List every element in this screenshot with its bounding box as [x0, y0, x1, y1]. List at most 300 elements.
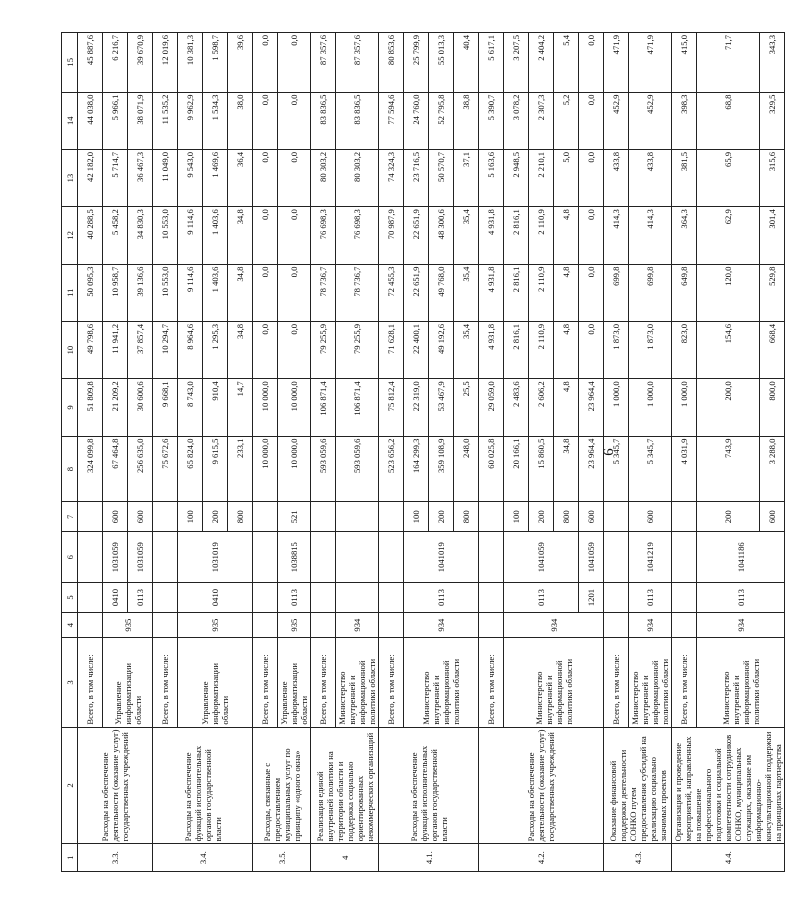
csr-code: 1031059 — [128, 532, 153, 583]
row-number: 3.4. — [153, 844, 253, 872]
value-cell: 329,5 — [760, 92, 785, 149]
value-cell: 10 553,0 — [153, 264, 178, 321]
value-cell: 1 000,0 — [604, 379, 629, 436]
value-cell: 80 853,6 — [379, 33, 404, 93]
value-cell: 414,3 — [629, 207, 672, 264]
row-label: Всего, в том числе: — [479, 638, 504, 727]
table-row — [78, 33, 103, 872]
value-cell: 8 964,6 — [178, 321, 203, 378]
value-cell: 70 987,9 — [379, 207, 404, 264]
value-cell: 23 716,5 — [404, 149, 429, 206]
value-cell: 79 255,9 — [336, 321, 379, 378]
value-cell: 10 294,7 — [153, 321, 178, 378]
expense-name: Оказание финансовой поддержки деятельности СОНКО путем предоставления субсидий на реализацию социально значимых проектов — [604, 727, 672, 844]
header-cell: 5 — [62, 583, 78, 613]
rz-code — [336, 583, 379, 613]
value-cell: 248,0 — [454, 436, 479, 502]
value-cell: 25 799,9 — [404, 33, 429, 93]
row-number: 4.4. — [672, 844, 785, 872]
header-row — [62, 33, 78, 872]
value-cell: 78 736,7 — [311, 264, 336, 321]
header-cell: 10 — [62, 321, 78, 378]
header-cell: 6 — [62, 532, 78, 583]
value-cell: 51 809,8 — [78, 379, 103, 436]
row-label: Всего, в том числе: — [672, 638, 697, 727]
header-cell: 12 — [62, 207, 78, 264]
value-cell: 315,6 — [760, 149, 785, 206]
vr-code: 600 — [760, 502, 785, 532]
value-cell: 4 931,8 — [479, 321, 504, 378]
value-cell: 1 469,6 — [203, 149, 228, 206]
value-cell: 1 295,3 — [203, 321, 228, 378]
value-cell: 10 381,3 — [178, 33, 203, 93]
value-cell: 11 049,0 — [153, 149, 178, 206]
value-cell: 5 617,1 — [479, 33, 504, 93]
value-cell: 22 651,9 — [404, 207, 429, 264]
page-number: 9 — [599, 448, 616, 456]
value-cell: 72 455,3 — [379, 264, 404, 321]
value-cell: 21 209,2 — [103, 379, 128, 436]
row-label: Всего, в том числе: — [604, 638, 629, 727]
csr-code — [311, 532, 336, 583]
value-cell: 6 216,7 — [103, 33, 128, 93]
value-cell: 52 795,8 — [429, 92, 454, 149]
rz-code: 0113 — [504, 583, 579, 613]
value-cell: 593 059,6 — [311, 436, 336, 502]
table-row — [253, 33, 278, 872]
vr-code — [336, 502, 379, 532]
value-cell: 75 812,4 — [379, 379, 404, 436]
value-cell: 22 400,1 — [404, 321, 429, 378]
value-cell: 359 108,9 — [429, 436, 454, 502]
rz-code: 0113 — [629, 583, 672, 613]
header-cell: 9 — [62, 379, 78, 436]
value-cell: 22 319,0 — [404, 379, 429, 436]
value-cell: 9 114,6 — [178, 264, 203, 321]
value-cell: 35,4 — [454, 264, 479, 321]
csr-code: 1038815 — [278, 532, 311, 583]
value-cell: 1 403,6 — [203, 264, 228, 321]
header-cell: 3 — [62, 638, 78, 727]
value-cell: 77 594,6 — [379, 92, 404, 149]
grbs-code — [604, 612, 629, 637]
value-cell: 2 606,2 — [529, 379, 554, 436]
value-cell: 76 698,3 — [336, 207, 379, 264]
value-cell: 0,0 — [278, 149, 311, 206]
value-cell: 823,0 — [672, 321, 697, 378]
vr-code: 200 — [529, 502, 554, 532]
value-cell: 471,9 — [629, 33, 672, 93]
vr-code: 600 — [128, 502, 153, 532]
value-cell: 71,7 — [697, 33, 760, 93]
rz-code: 0113 — [697, 583, 785, 613]
value-cell: 55 013,3 — [429, 33, 454, 93]
value-cell: 40 288,5 — [78, 207, 103, 264]
row-number: 4 — [311, 844, 379, 872]
value-cell: 471,9 — [604, 33, 629, 93]
vr-code — [311, 502, 336, 532]
table-row — [379, 33, 404, 872]
value-cell: 12 019,6 — [153, 33, 178, 93]
value-cell: 1 403,6 — [203, 207, 228, 264]
rz-code: 1201 — [579, 583, 604, 613]
value-cell: 364,3 — [672, 207, 697, 264]
value-cell: 87 357,6 — [336, 33, 379, 93]
value-cell: 5 163,6 — [479, 149, 504, 206]
rz-code — [311, 583, 336, 613]
vr-code: 100 — [178, 502, 203, 532]
value-cell: 4,8 — [554, 264, 579, 321]
value-cell: 0,0 — [579, 149, 604, 206]
value-cell: 23 964,4 — [579, 379, 604, 436]
row-label: Министерство внутренней и информационной политики области — [336, 638, 379, 727]
value-cell: 50 095,3 — [78, 264, 103, 321]
header-cell: 14 — [62, 92, 78, 149]
value-cell: 668,4 — [760, 321, 785, 378]
value-cell: 9 962,9 — [178, 92, 203, 149]
rotated-budget-table — [61, 32, 783, 872]
value-cell: 49 768,0 — [429, 264, 454, 321]
value-cell: 83 836,5 — [311, 92, 336, 149]
row-label: Всего, в том числе: — [311, 638, 336, 727]
value-cell: 29 059,0 — [479, 379, 504, 436]
value-cell: 0,0 — [278, 33, 311, 93]
expense-name: Расходы, связанные с предоставлением муниципальных услуг по принципу «одного окна» — [253, 727, 311, 844]
table-row — [153, 33, 178, 872]
value-cell: 35,4 — [454, 207, 479, 264]
value-cell: 10 958,7 — [103, 264, 128, 321]
value-cell: 34,8 — [554, 436, 579, 502]
row-label: Управление информатизации области — [178, 638, 253, 727]
value-cell: 10 000,0 — [253, 436, 278, 502]
value-cell: 2 307,3 — [529, 92, 554, 149]
row-label: Управление информатизации области — [103, 638, 153, 727]
value-cell: 75 672,6 — [153, 436, 178, 502]
grbs-code: 935 — [178, 612, 253, 637]
value-cell: 5 458,2 — [103, 207, 128, 264]
value-cell: 39 136,6 — [128, 264, 153, 321]
value-cell: 11 941,2 — [103, 321, 128, 378]
table-row — [311, 33, 336, 872]
table-row — [672, 33, 697, 872]
value-cell: 25,5 — [454, 379, 479, 436]
value-cell: 5 966,1 — [103, 92, 128, 149]
value-cell: 53 467,9 — [429, 379, 454, 436]
value-cell: 78 736,7 — [336, 264, 379, 321]
value-cell: 5 390,7 — [479, 92, 504, 149]
expense-name: Реализация единой внутренней политики на территории области и поддержка социально ориентированных некоммерческих организаций — [311, 727, 379, 844]
value-cell: 49 798,6 — [78, 321, 103, 378]
vr-code: 600 — [629, 502, 672, 532]
budget-table — [61, 32, 785, 872]
vr-code: 200 — [429, 502, 454, 532]
vr-code: 100 — [404, 502, 429, 532]
value-cell: 80 303,2 — [336, 149, 379, 206]
value-cell: 0,0 — [253, 264, 278, 321]
value-cell: 1 534,3 — [203, 92, 228, 149]
row-label: Всего, в том числе: — [78, 638, 103, 727]
value-cell: 5,4 — [554, 33, 579, 93]
value-cell: 1 873,0 — [629, 321, 672, 378]
value-cell: 0,0 — [579, 33, 604, 93]
expense-name: Расходы на обеспечение функций исполнительных органов государственной власти — [379, 727, 479, 844]
value-cell: 37 857,4 — [128, 321, 153, 378]
csr-code: 1041186 — [697, 532, 785, 583]
vr-code: 100 — [504, 502, 529, 532]
value-cell: 80 303,2 — [311, 149, 336, 206]
expense-name: Расходы на обеспечение функций исполнительных органов государственной власти — [153, 727, 253, 844]
value-cell: 0,0 — [253, 207, 278, 264]
grbs-code — [379, 612, 404, 637]
value-cell: 4,8 — [554, 379, 579, 436]
value-cell: 4 031,9 — [672, 436, 697, 502]
vr-code — [253, 502, 278, 532]
value-cell: 9 615,5 — [203, 436, 228, 502]
value-cell: 5,2 — [554, 92, 579, 149]
value-cell: 0,0 — [278, 207, 311, 264]
header-cell: 2 — [62, 727, 78, 844]
value-cell: 4 931,8 — [479, 264, 504, 321]
value-cell: 9 543,0 — [178, 149, 203, 206]
row-number: 3.5. — [253, 844, 311, 872]
vr-code: 600 — [579, 502, 604, 532]
value-cell: 523 656,2 — [379, 436, 404, 502]
row-number: 3.3. — [78, 844, 153, 872]
value-cell: 42 182,0 — [78, 149, 103, 206]
csr-code — [479, 532, 504, 583]
row-label: Министерство внутренней и информационной политики области — [504, 638, 604, 727]
value-cell: 2 816,1 — [504, 264, 529, 321]
table-row — [604, 33, 629, 872]
value-cell: 45 887,6 — [78, 33, 103, 93]
vr-code: 521 — [278, 502, 311, 532]
csr-code — [336, 532, 379, 583]
rz-code — [479, 583, 504, 613]
value-cell: 37,1 — [454, 149, 479, 206]
header-cell: 15 — [62, 33, 78, 93]
value-cell: 11 535,2 — [153, 92, 178, 149]
csr-code: 1041219 — [629, 532, 672, 583]
grbs-code — [311, 612, 336, 637]
value-cell: 324 099,8 — [78, 436, 103, 502]
value-cell: 76 698,3 — [311, 207, 336, 264]
value-cell: 87 357,6 — [311, 33, 336, 93]
value-cell: 800,0 — [760, 379, 785, 436]
grbs-code — [479, 612, 504, 637]
value-cell: 36 467,3 — [128, 149, 153, 206]
value-cell: 2 404,2 — [529, 33, 554, 93]
value-cell: 2 816,1 — [504, 207, 529, 264]
row-number: 4.2. — [479, 844, 604, 872]
header-cell: 13 — [62, 149, 78, 206]
value-cell: 39,6 — [228, 33, 253, 93]
value-cell: 10 553,0 — [153, 207, 178, 264]
value-cell: 2 110,9 — [529, 264, 554, 321]
value-cell: 24 760,0 — [404, 92, 429, 149]
value-cell: 0,0 — [253, 321, 278, 378]
value-cell: 39 670,9 — [128, 33, 153, 93]
value-cell: 10 000,0 — [278, 379, 311, 436]
value-cell: 23 964,4 — [579, 436, 604, 502]
header-cell: 1 — [62, 844, 78, 872]
grbs-code: 934 — [629, 612, 672, 637]
expense-name: Организация и проведение мероприятий, направленных на повышение профессионального подготовки и социальной компетентности сотрудников СОНКО, муниципальных служащих, оказание им информационно-консультационной поддержки на принципах партнерства — [672, 727, 785, 844]
value-cell: 301,4 — [760, 207, 785, 264]
grbs-code — [78, 612, 103, 637]
value-cell: 200,0 — [697, 379, 760, 436]
value-cell: 9 668,1 — [153, 379, 178, 436]
grbs-code — [672, 612, 697, 637]
value-cell: 0,0 — [579, 92, 604, 149]
expense-name: Расходы на обеспечение деятельности (оказание услуг) государственных учреждений — [479, 727, 604, 844]
grbs-code: 934 — [697, 612, 785, 637]
table-row — [479, 33, 504, 872]
value-cell: 22 651,9 — [404, 264, 429, 321]
csr-code — [153, 532, 178, 583]
value-cell: 79 255,9 — [311, 321, 336, 378]
value-cell: 106 871,4 — [336, 379, 379, 436]
value-cell: 40,4 — [454, 33, 479, 93]
value-cell: 2 110,9 — [529, 321, 554, 378]
value-cell: 2 948,5 — [504, 149, 529, 206]
row-number: 4.1. — [379, 844, 479, 872]
value-cell: 414,3 — [604, 207, 629, 264]
value-cell: 3 288,0 — [760, 436, 785, 502]
grbs-code: 935 — [278, 612, 311, 637]
value-cell: 343,3 — [760, 33, 785, 93]
value-cell: 65 824,0 — [178, 436, 203, 502]
value-cell: 452,9 — [604, 92, 629, 149]
vr-code: 800 — [228, 502, 253, 532]
header-cell: 8 — [62, 436, 78, 502]
value-cell: 74 324,3 — [379, 149, 404, 206]
vr-code — [479, 502, 504, 532]
value-cell: 34 830,3 — [128, 207, 153, 264]
value-cell: 65,9 — [697, 149, 760, 206]
vr-code — [672, 502, 697, 532]
value-cell: 36,4 — [228, 149, 253, 206]
value-cell: 699,8 — [629, 264, 672, 321]
row-label: Всего, в том числе: — [253, 638, 278, 727]
value-cell: 38,8 — [454, 92, 479, 149]
value-cell: 0,0 — [579, 207, 604, 264]
row-label: Всего, в том числе: — [153, 638, 178, 727]
rz-code: 0113 — [278, 583, 311, 613]
vr-code: 600 — [103, 502, 128, 532]
value-cell: 3 207,5 — [504, 33, 529, 93]
vr-code: 200 — [203, 502, 228, 532]
value-cell: 164 299,3 — [404, 436, 429, 502]
value-cell: 433,8 — [604, 149, 629, 206]
vr-code — [153, 502, 178, 532]
value-cell: 106 871,4 — [311, 379, 336, 436]
csr-code: 1041019 — [404, 532, 479, 583]
value-cell: 0,0 — [579, 321, 604, 378]
value-cell: 4 931,8 — [479, 207, 504, 264]
vr-code — [604, 502, 629, 532]
header-cell: 4 — [62, 612, 78, 637]
rz-code — [379, 583, 404, 613]
vr-code — [78, 502, 103, 532]
rz-code: 0113 — [404, 583, 479, 613]
value-cell: 0,0 — [278, 92, 311, 149]
vr-code: 200 — [697, 502, 760, 532]
value-cell: 50 570,7 — [429, 149, 454, 206]
value-cell: 5 345,7 — [629, 436, 672, 502]
csr-code: 1031059 — [103, 532, 128, 583]
value-cell: 9 114,6 — [178, 207, 203, 264]
grbs-code — [153, 612, 178, 637]
value-cell: 44 038,0 — [78, 92, 103, 149]
value-cell: 699,8 — [604, 264, 629, 321]
value-cell: 8 743,0 — [178, 379, 203, 436]
value-cell: 15 860,5 — [529, 436, 554, 502]
header-cell: 11 — [62, 264, 78, 321]
value-cell: 0,0 — [278, 264, 311, 321]
row-number: 4.3. — [604, 844, 672, 872]
value-cell: 62,9 — [697, 207, 760, 264]
vr-code: 800 — [454, 502, 479, 532]
value-cell: 0,0 — [253, 33, 278, 93]
value-cell: 2 210,1 — [529, 149, 554, 206]
value-cell: 0,0 — [278, 321, 311, 378]
value-cell: 381,5 — [672, 149, 697, 206]
rz-code: 0113 — [128, 583, 153, 613]
value-cell: 593 059,6 — [336, 436, 379, 502]
rz-code — [253, 583, 278, 613]
rz-code: 0410 — [103, 583, 128, 613]
csr-code: 1031019 — [178, 532, 253, 583]
grbs-code: 934 — [504, 612, 604, 637]
value-cell: 120,0 — [697, 264, 760, 321]
value-cell: 256 635,0 — [128, 436, 153, 502]
value-cell: 4,8 — [554, 321, 579, 378]
value-cell: 649,8 — [672, 264, 697, 321]
value-cell: 34,8 — [228, 264, 253, 321]
value-cell: 38,0 — [228, 92, 253, 149]
value-cell: 2 110,9 — [529, 207, 554, 264]
value-cell: 743,9 — [697, 436, 760, 502]
value-cell: 154,6 — [697, 321, 760, 378]
value-cell: 0,0 — [253, 92, 278, 149]
value-cell: 452,9 — [629, 92, 672, 149]
vr-code: 800 — [554, 502, 579, 532]
row-label: Министерство внутренней и информационной политики области — [404, 638, 479, 727]
value-cell: 5,0 — [554, 149, 579, 206]
csr-code — [604, 532, 629, 583]
vr-code — [379, 502, 404, 532]
value-cell: 34,8 — [228, 207, 253, 264]
value-cell: 5 714,7 — [103, 149, 128, 206]
value-cell: 48 300,6 — [429, 207, 454, 264]
rz-code — [604, 583, 629, 613]
rz-code — [153, 583, 178, 613]
value-cell: 0,0 — [579, 264, 604, 321]
value-cell: 60 025,8 — [479, 436, 504, 502]
value-cell: 68,8 — [697, 92, 760, 149]
rz-code — [78, 583, 103, 613]
csr-code: 1041059 — [579, 532, 604, 583]
value-cell: 0,0 — [253, 149, 278, 206]
grbs-code: 934 — [336, 612, 379, 637]
value-cell: 1 873,0 — [604, 321, 629, 378]
expense-name: Расходы на обеспечение деятельности (оказание услуг) государственных учреждений — [78, 727, 153, 844]
value-cell: 2 816,1 — [504, 321, 529, 378]
value-cell: 20 166,1 — [504, 436, 529, 502]
value-cell: 67 464,8 — [103, 436, 128, 502]
value-cell: 1 598,7 — [203, 33, 228, 93]
value-cell: 233,1 — [228, 436, 253, 502]
